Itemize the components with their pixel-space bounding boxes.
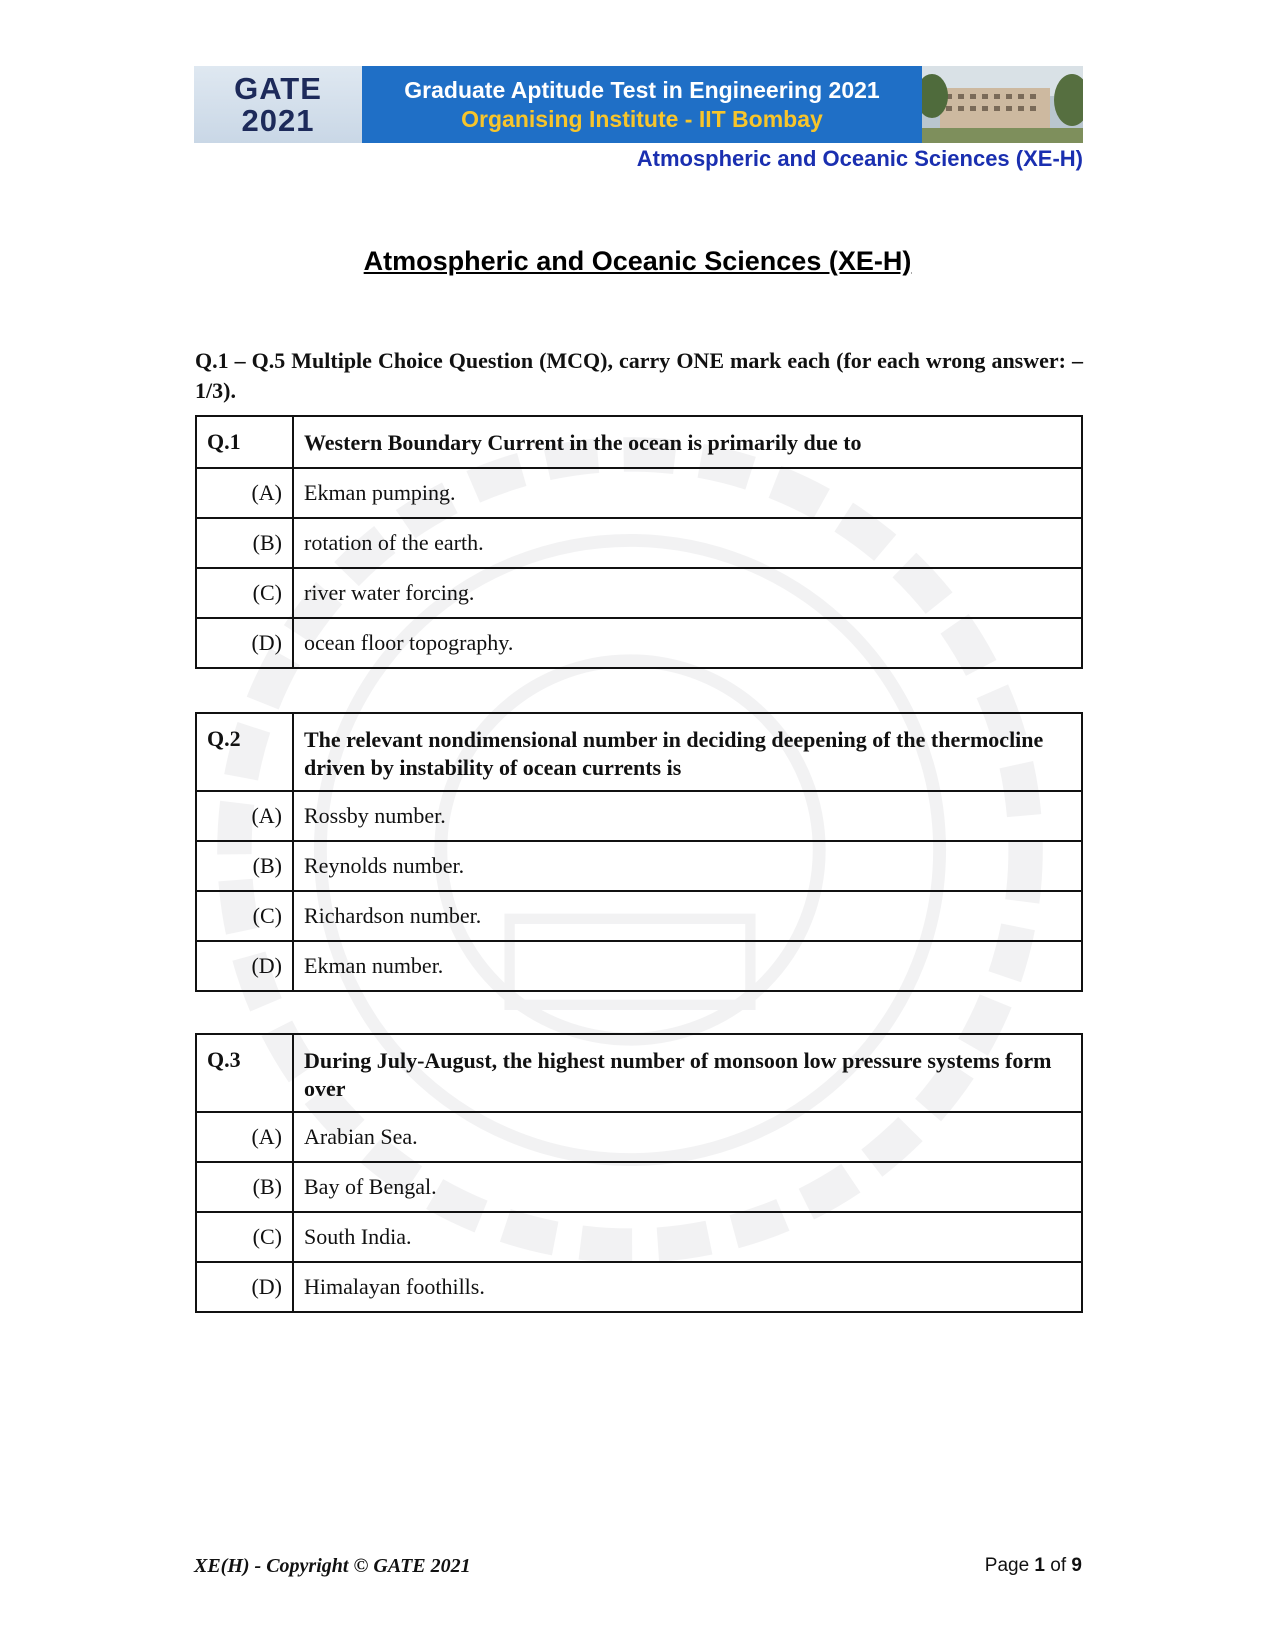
- question-table-q2: [195, 712, 1083, 992]
- page-word: Page: [984, 1555, 1030, 1576]
- option-text: Reynolds number.: [293, 841, 1082, 891]
- option-label: (D): [196, 941, 293, 991]
- banner-title: Graduate Aptitude Test in Engineering 2021: [404, 76, 880, 103]
- subject-header: Atmospheric and Oceanic Sciences (XE-H): [636, 146, 1083, 171]
- option-row: [196, 1212, 1082, 1262]
- option-label: (C): [196, 568, 293, 618]
- banner-text-block: [362, 66, 922, 143]
- option-text: Richardson number.: [293, 891, 1082, 941]
- option-text: Bay of Bengal.: [293, 1162, 1082, 1212]
- section-instructions: Q.1 – Q.5 Multiple Choice Question (MCQ), carry ONE mark each (for each wrong answer: – 1/3).: [195, 348, 1083, 403]
- gate-banner: [194, 66, 1083, 143]
- page-of: of: [1050, 1555, 1067, 1576]
- page-title: Atmospheric and Oceanic Sciences (XE-H): [363, 246, 912, 276]
- option-row: [196, 618, 1082, 668]
- institute-building-image: [922, 66, 1083, 143]
- question-text: The relevant nondimensional number in deciding deepening of the thermocline driven by instability of ocean currents is: [293, 713, 1082, 791]
- option-row: [196, 518, 1082, 568]
- option-text: South India.: [293, 1212, 1082, 1262]
- option-row: [196, 891, 1082, 941]
- banner-subtitle: Organising Institute - IIT Bombay: [461, 105, 823, 132]
- page-total: 9: [1071, 1555, 1082, 1576]
- option-text: river water forcing.: [293, 568, 1082, 618]
- option-row: [196, 841, 1082, 891]
- page-current: 1: [1034, 1555, 1045, 1576]
- option-label: (B): [196, 841, 293, 891]
- option-row: [196, 468, 1082, 518]
- option-text: Ekman pumping.: [293, 468, 1082, 518]
- question-text: Western Boundary Current in the ocean is primarily due to: [293, 416, 1082, 468]
- question-table-q3: [195, 1033, 1083, 1313]
- footer-copyright: XE(H) - Copyright © GATE 2021: [194, 1555, 471, 1577]
- question-row: [196, 416, 1082, 468]
- option-label: (A): [196, 791, 293, 841]
- option-text: Rossby number.: [293, 791, 1082, 841]
- question-row: [196, 713, 1082, 791]
- option-label: (A): [196, 468, 293, 518]
- option-label: (B): [196, 518, 293, 568]
- option-label: (D): [196, 618, 293, 668]
- option-row: [196, 1162, 1082, 1212]
- footer-page-number: [985, 1555, 1082, 1577]
- option-label: (A): [196, 1112, 293, 1162]
- question-number: Q.1: [196, 416, 293, 468]
- option-row: [196, 791, 1082, 841]
- question-number: Q.3: [196, 1034, 293, 1112]
- logo-year-text: 2021: [241, 103, 315, 138]
- option-text: rotation of the earth.: [293, 518, 1082, 568]
- option-text: ocean floor topography.: [293, 618, 1082, 668]
- option-row: [196, 1262, 1082, 1312]
- logo-gate-text: GATE: [234, 71, 322, 106]
- option-label: (D): [196, 1262, 293, 1312]
- option-row: [196, 568, 1082, 618]
- option-label: (B): [196, 1162, 293, 1212]
- gate-logo: [194, 66, 362, 143]
- option-row: [196, 941, 1082, 991]
- option-label: (C): [196, 891, 293, 941]
- option-label: (C): [196, 1212, 293, 1262]
- question-row: [196, 1034, 1082, 1112]
- question-text: During July-August, the highest number of monsoon low pressure systems form over: [293, 1034, 1082, 1112]
- option-text: Ekman number.: [293, 941, 1082, 991]
- question-number: Q.2: [196, 713, 293, 791]
- option-text: Himalayan foothills.: [293, 1262, 1082, 1312]
- option-text: Arabian Sea.: [293, 1112, 1082, 1162]
- question-table-q1: [195, 415, 1083, 669]
- option-row: [196, 1112, 1082, 1162]
